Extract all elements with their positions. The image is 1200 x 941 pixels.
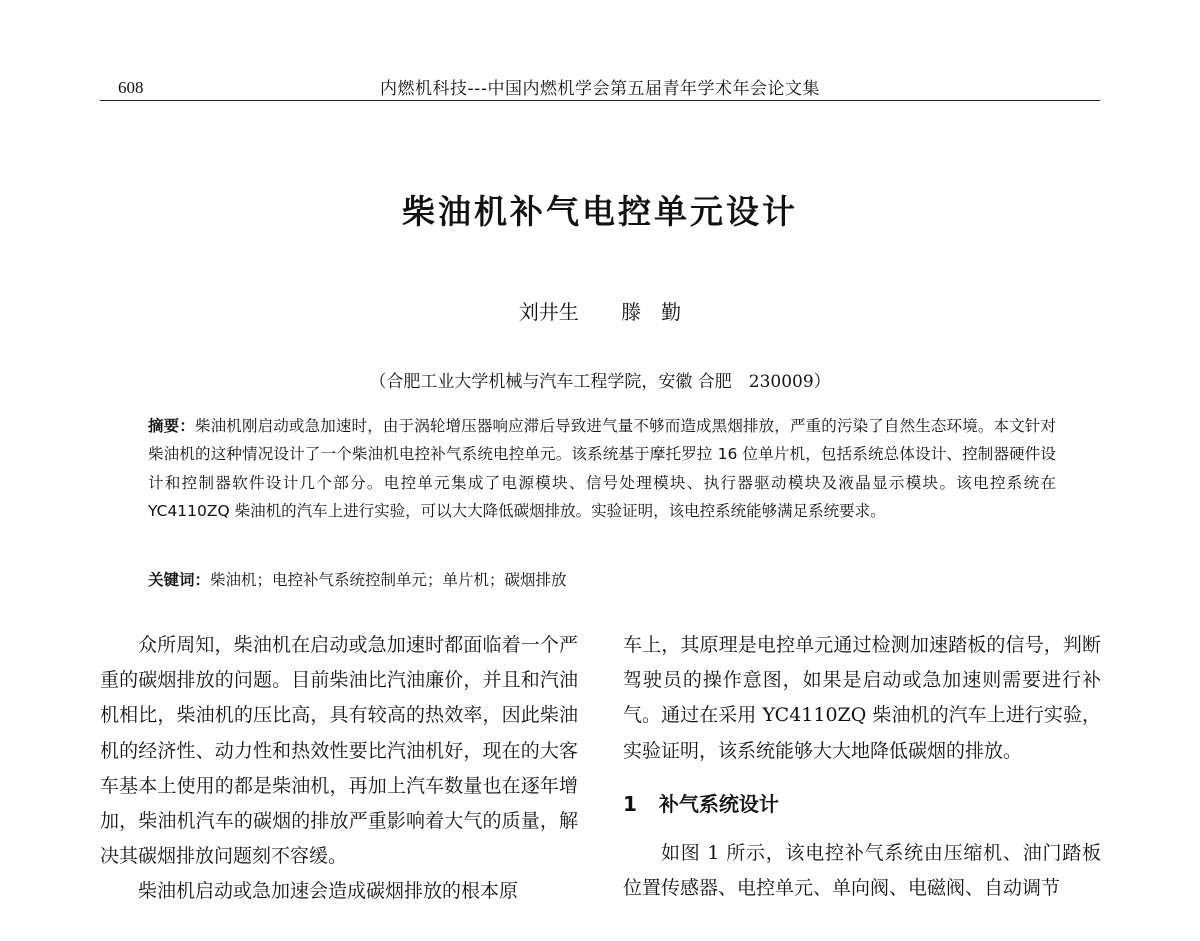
left-column	[100, 628, 578, 910]
journal-title: 内燃机科技---中国内燃机学会第五届青年学术年会论文集	[380, 79, 820, 99]
section-number: 1	[623, 791, 637, 816]
left-paragraph-2: 柴油机启动或急加速会造成碳烟排放的根本原	[138, 880, 519, 903]
keywords-text: 柴油机；电控补气系统控制单元；单片机；碳烟排放	[210, 571, 567, 589]
right-paragraph-2: 如图 1 所示，该电控补气系统由压缩机、油门踏板位置传感器、电控单元、单向阀、电磁阀、自动调节	[623, 842, 1101, 900]
left-paragraph-1: 众所周知，柴油机在启动或急加速时都面临着一个严重的碳烟排放的问题。目前柴油比汽油廉价，并且和汽油机相比，柴油机的压比高，具有较高的热效率，因此柴油机的经济性、动力性和热效性要比汽油机好，现在的大客车基本上使用的都是柴油机，再加上汽车数量也在逐年增加，柴油机汽车的碳烟的排放严重影响着大气的质量，解决其碳烟排放问题刻不容缓。	[100, 634, 578, 868]
keywords-label: 关键词：	[148, 571, 211, 589]
paper-title: 柴油机补气电控单元设计	[402, 192, 798, 231]
abstract-text: 柴油机刚启动或急加速时，由于涡轮增压器响应滞后导致进气量不够而造成黑烟排放，严重的污染了自然生态环境。本文针对柴油机的这种情况设计了一个柴油机电控补气系统电控单元。该系统基于摩托罗拉 16 位单片机，包括系统总体设计、控制器硬件设计和控制器软件设计几个部分。电控单元集成了电源模块、信号处理模块、执行器驱动模块及液晶显示模块。该电控系统在 YC4110ZQ 柴油机的汽车上进行实验，可以大大降低碳烟排放。实验证明，该电控系统能够满足系统要求。	[148, 417, 1056, 521]
abstract-label: 摘要：	[148, 417, 195, 435]
abstract	[148, 412, 1056, 526]
section-title: 补气系统设计	[658, 791, 779, 816]
author-2: 滕 勤	[621, 300, 682, 324]
running-header	[100, 72, 1100, 102]
right-column	[623, 628, 1101, 906]
section-heading	[623, 787, 1101, 822]
affiliation: （合肥工业大学机械与汽车工程学院，安徽 合肥 230009）	[369, 372, 831, 392]
page-number: 608	[118, 78, 144, 97]
author-1: 刘井生	[518, 300, 579, 324]
authors	[0, 296, 1200, 325]
right-paragraph-1: 车上，其原理是电控单元通过检测加速踏板的信号，判断驾驶员的操作意图，如果是启动或急加速则需要进行补气。通过在采用 YC4110ZQ 柴油机的汽车上进行实验，实验证明，该系统能够大大地降低碳烟的排放。	[623, 634, 1101, 762]
keywords	[148, 568, 1056, 590]
header-rule	[100, 100, 1100, 101]
